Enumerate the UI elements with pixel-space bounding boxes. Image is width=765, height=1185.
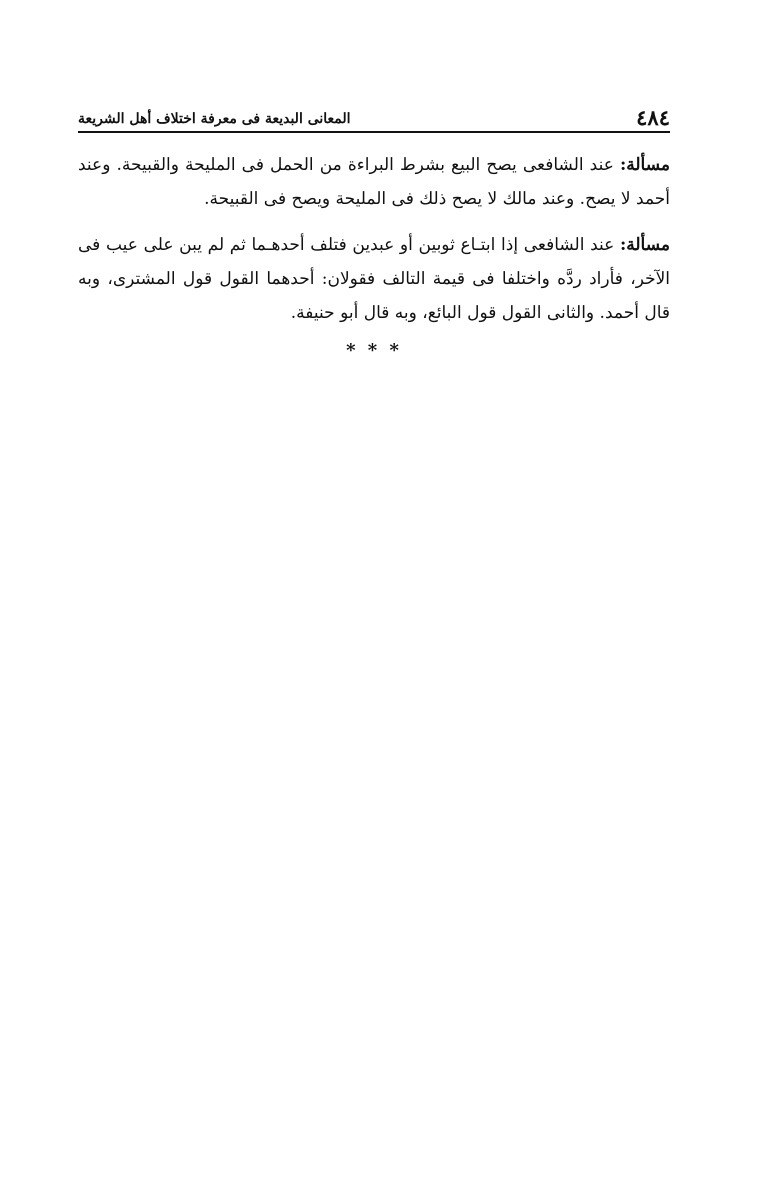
paragraph-text: عند الشافعى إذا ابتـاع ثوبين أو عبدين فتلف أحدهـما ثم لم يبن على عيب فى الآخر، فأراد ردَّه واختلفا فى قيمة التالف فقولان: أحدهما القول قول المشترى، وبه قال أحمد. والثانى القول قول البائع، وبه قال أبو حنيفة. [78,235,670,323]
body-text [78,148,670,368]
paragraph-term: مسألة: [619,155,671,175]
page-number: ٤٨٤ [636,105,670,130]
paragraph-term: مسألة: [619,235,670,255]
paragraph [78,148,670,216]
header-rule [78,131,670,133]
running-title: المعانى البديعة فى معرفة اختلاف أهل الشريعة [78,111,351,127]
section-separator: * * * [346,340,402,361]
paragraph-text: عند الشافعى يصح البيع بشرط البراءة من الحمل فى المليحة والقبيحة. وعند أحمد لا يصح. وعند مالك لا يصح ذلك فى المليحة ويصح فى القبيحة. [78,155,670,209]
page-header [78,98,670,128]
paragraph [78,228,670,330]
